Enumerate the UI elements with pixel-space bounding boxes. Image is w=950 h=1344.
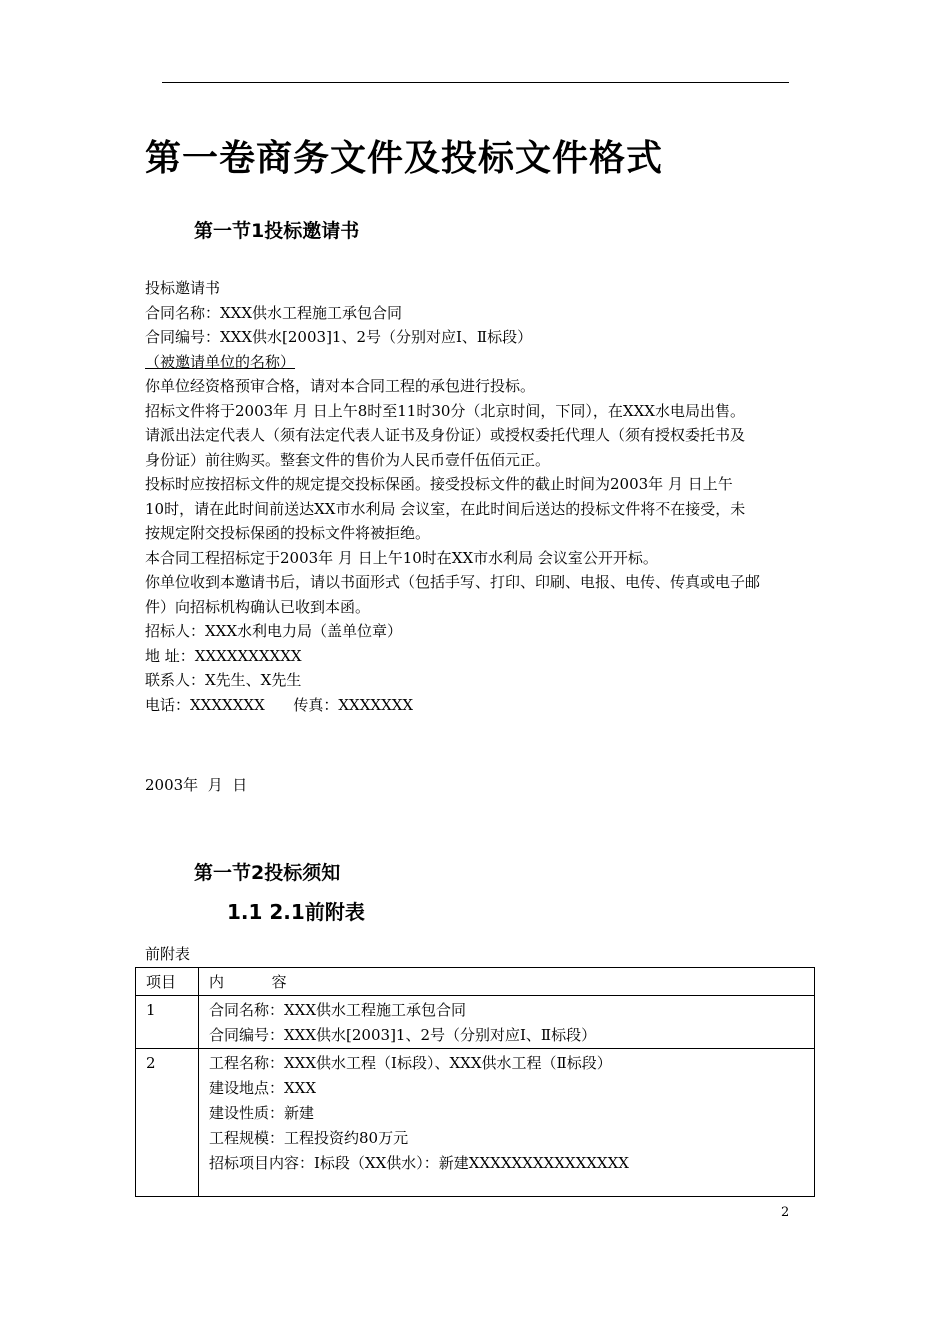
table-header-row: [136, 968, 815, 996]
contact-line: 联系人：X先生、X先生: [145, 671, 302, 689]
paragraph-line: 件）向招标机构确认已收到本函。: [145, 597, 371, 616]
row-line: 合同名称：XXX供水工程施工承包合同: [209, 1001, 467, 1019]
front-table: [135, 967, 815, 1197]
row-line: 建设地点：XXX: [209, 1079, 317, 1097]
phone-fax-line: 电话：XXXXXXX 传真：XXXXXXX: [145, 695, 414, 714]
paragraph-line: 身份证）前往购买。整套文件的售价为人民币壹仟伍佰元正。: [145, 450, 551, 469]
subsection-heading: 1.1 2.1前附表: [227, 900, 365, 924]
paragraph-line: 请派出法定代表人（须有法定代表人证书及身份证）或授权委托代理人（须有授权委托书及: [145, 426, 746, 444]
section2-heading: 第一节2投标须知: [194, 862, 341, 884]
table-row: [136, 996, 815, 1049]
row-line: 建设性质：新建: [209, 1104, 315, 1122]
row-content: [199, 996, 815, 1049]
row-item-number: 1: [136, 996, 199, 1049]
volume-title: 第一卷商务文件及投标文件格式: [145, 138, 664, 179]
paragraph-line: 投标时应按招标文件的规定提交投标保函。接受投标文件的截止时间为2003年 月 日上午: [145, 475, 733, 493]
header-cell-item: 项目: [136, 968, 199, 996]
invitee-name: （被邀请单位的名称）: [145, 352, 296, 371]
paragraph-line: 按规定附交投标保函的投标文件将被拒绝。: [145, 524, 431, 542]
contract-name: 合同名称：XXX供水工程施工承包合同: [145, 303, 403, 322]
row-line: 工程名称：XXX供水工程（Ⅰ标段）、XXX供水工程（Ⅱ标段）: [209, 1054, 612, 1072]
paragraph-line: 你单位收到本邀请书后，请以书面形式（包括手写、打印、印刷、电报、电传、传真或电子邮: [145, 573, 761, 591]
paragraph-line: 你单位经资格预审合格，请对本合同工程的承包进行投标。: [145, 377, 536, 395]
contract-number: 合同编号：XXX供水[2003]1、2号（分别对应Ⅰ、Ⅱ标段）: [145, 328, 533, 346]
table-caption: 前附表: [145, 945, 191, 963]
row-line: 招标项目内容：Ⅰ标段（XX供水）：新建XXXXXXXXXXXXXXX: [209, 1154, 629, 1172]
table-row: [136, 1049, 815, 1197]
row-line: 合同编号：XXX供水[2003]1、2号（分别对应Ⅰ、Ⅱ标段）: [209, 1026, 597, 1044]
invitation-title: 投标邀请书: [145, 279, 221, 297]
invitation-body: [145, 276, 825, 717]
tenderer-line: 招标人：XXX水利电力局（盖单位章）: [145, 622, 403, 640]
page-number: 2: [781, 1205, 790, 1220]
paragraph-line: 10时，请在此时间前送达XX市水利局 会议室，在此时间后送达的投标文件将不在接受，未: [145, 499, 746, 518]
row-content: [199, 1049, 815, 1197]
header-cell-content: 内 容: [199, 968, 815, 996]
row-item-number: 2: [136, 1049, 199, 1197]
header-rule: [162, 82, 789, 83]
paragraph-line: 本合同工程招标定于2003年 月 日上午10时在XX市水利局 会议室公开开标。: [145, 548, 658, 567]
paragraph-line: 招标文件将于2003年 月 日上午8时至11时30分（北京时间，下同），在XXX水电局出售。: [145, 401, 745, 420]
date-line: 2003年 月 日: [145, 776, 248, 794]
section1-heading: 第一节1投标邀请书: [194, 220, 360, 242]
address-line: 地 址：XXXXXXXXXX: [145, 646, 302, 665]
row-line: 工程规模：工程投资约80万元: [209, 1129, 409, 1147]
